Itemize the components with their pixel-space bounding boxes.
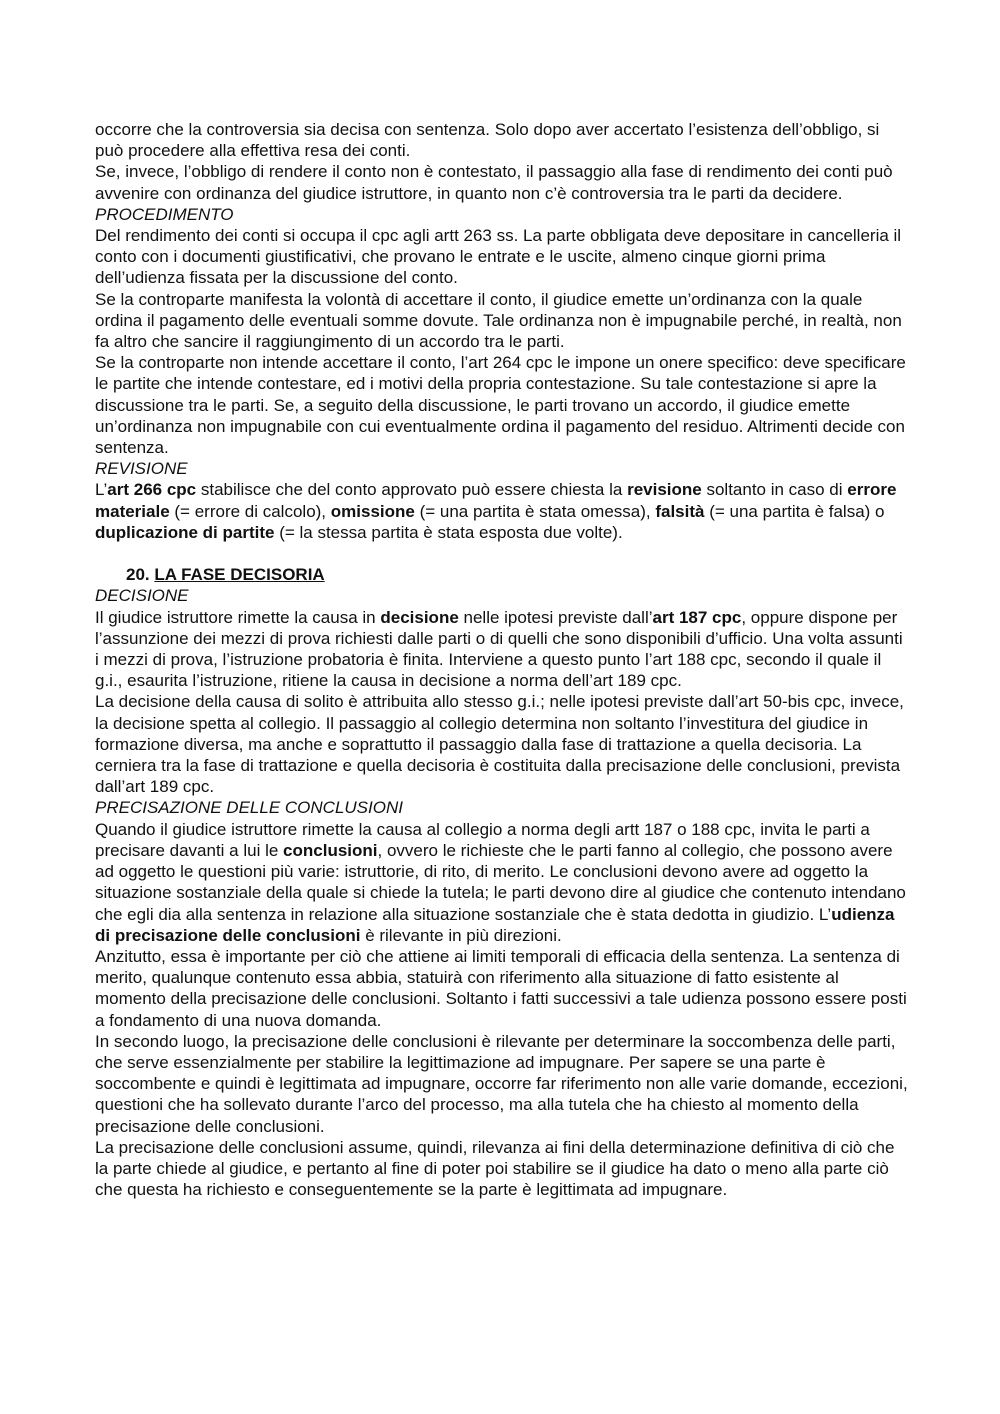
subheading-procedimento: PROCEDIMENTO (95, 204, 234, 224)
section-title-text: LA FASE DECISORIA (154, 565, 325, 585)
text-run: , oppure dispone per l’assunzione dei mezzi di prova richiesti dalle parti o di quelli che sono disponibili d’ufficio. Una volta assunti i mezzi di prova, l’istruzione probatoria è finita. Interviene a questo punto l’art 188 cpc, secondo il quale il g.i., esaurita l’istruzione, ritiene la causa in decisione a norma dell’art 189 cpc. (95, 607, 903, 691)
subheading-decisione: DECISIONE (95, 586, 189, 606)
paragraph: La precisazione delle conclusioni assume, quindi, rilevanza ai fini della determinazione definitiva di ciò che la parte chiede al giudice, e pertanto al fine di poter poi stabilire se il giudice ha dato o meno alla parte ciò che questa ha richiesto e conseguentemente se la parte è legittimata ad impugnare. (95, 1137, 895, 1200)
bold-term: falsità (655, 501, 705, 521)
text-run: (= una partita è falsa) o (704, 501, 885, 521)
paragraph: occorre che la controversia sia decisa con sentenza. Solo dopo aver accertato l’esistenza dell’obbligo, si può procedere alla effettiva resa dei conti. (95, 120, 880, 161)
bold-term: omissione (330, 501, 415, 521)
bold-term: conclusioni (283, 840, 378, 860)
paragraph: Se, invece, l’obbligo di rendere il conto non è contestato, il passaggio alla fase di rendimento dei conti può avvenire con ordinanza del giudice istruttore, in quanto non c’è controversia tra le parti da decidere. (95, 162, 893, 203)
paragraph-revisione (95, 479, 910, 543)
paragraph: La decisione della causa di solito è attribuita allo stesso g.i.; nelle ipotesi previste dall’art 50-bis cpc, invece, la decisione spetta al collegio. Il passaggio al collegio determina non soltanto l’investitura del giudice in formazione diversa, ma anche e soprattutto il passaggio dalla fase di trattazione a quella decisoria. La cerniera tra la fase di trattazione e quella decisoria è costituita dalla precisazione delle conclusioni, prevista dall’art 189 cpc. (95, 692, 904, 797)
text-run: stabilisce che del conto approvato può essere chiesta la (196, 480, 628, 500)
section-number: 20. (126, 565, 155, 585)
text-run: (= errore di calcolo), (169, 501, 331, 521)
bold-term: art 266 cpc (107, 480, 197, 500)
text-run: , ovvero le richieste che le parti fanno al collegio, che possono avere ad oggetto le questioni più varie: istruttorie, di rito, di merito. Le conclusioni devono avere ad oggetto la situazione sostanziale della quale si chiede la tutela; le parti devono dire al giudice che contenuto intendano che egli dia alla sentenza in relazione alla situazione sostanziale che è stata dedotta in giudizio. L’ (95, 840, 906, 924)
document-page (95, 119, 910, 1200)
paragraph-precisazione (95, 819, 910, 946)
paragraph: Del rendimento dei conti si occupa il cpc agli artt 263 ss. La parte obbligata deve depositare in cancelleria il conto con i documenti giustificativi, che provano le entrate e le uscite, almeno cinque giorni prima dell’udienza fissata per la discussione del conto. (95, 226, 902, 288)
bold-term: art 187 cpc (652, 607, 742, 627)
subheading-precisazione: PRECISAZIONE DELLE CONCLUSIONI (95, 798, 403, 818)
bold-term: revisione (627, 480, 702, 500)
text-run: (= la stessa partita è stata esposta due volte). (274, 522, 623, 542)
text-run: Quando il giudice istruttore rimette la causa al collegio a norma degli artt 187 o 188 cpc, invita le parti a precisare davanti a lui le (95, 819, 870, 860)
bold-term: udienza di precisazione delle conclusioni (95, 904, 895, 945)
blank-line (95, 543, 910, 564)
text-run: Il giudice istruttore rimette la causa in (95, 607, 381, 627)
subheading-revisione: REVISIONE (95, 459, 188, 479)
text-run: soltanto in caso di (701, 480, 848, 500)
text-run: L’ (95, 480, 108, 500)
paragraph: In secondo luogo, la precisazione delle conclusioni è rilevante per determinare la soccombenza delle parti, che serve essenzialmente per stabilire la legittimazione ad impugnare. Per sapere se una parte è soccombente e quindi è legittimata ad impugnare, occorre far riferimento non alle varie domande, eccezioni, questioni che ha sollevato durante l’arco del processo, ma alla tutela che ha chiesto al momento della precisazione delle conclusioni. (95, 1031, 908, 1136)
text-run: (= una partita è stata omessa), (414, 501, 656, 521)
paragraph: Anzitutto, essa è importante per ciò che attiene ai limiti temporali di efficacia della sentenza. La sentenza di merito, qualunque contenuto essa abbia, statuirà con riferimento alla situazione di fatto esistente al momento della precisazione delle conclusioni. Soltanto i fatti successivi a tale udienza possono essere posti a fondamento di una nuova domanda. (95, 946, 907, 1030)
bold-term: duplicazione di partite (95, 522, 275, 542)
paragraph-decisione (95, 607, 910, 692)
text-run: nelle ipotesi previste dall’ (458, 607, 653, 627)
paragraph: Se la controparte non intende accettare il conto, l’art 264 cpc le impone un onere specifico: deve specificare le partite che intende contestare, ed i motivi della propria contestazione. Su tale contestazione si apre la discussione tra le parti. Se, a seguito della discussione, le parti trovano un accordo, il giudice emette un’ordinanza non impugnabile con cui eventualmente ordina il pagamento del residuo. Altrimenti decide con sentenza. (95, 353, 906, 458)
text-run: è rilevante in più direzioni. (360, 925, 562, 945)
bold-term: decisione (380, 607, 459, 627)
section-title (95, 564, 910, 585)
bold-term: errore materiale (95, 480, 897, 521)
paragraph: Se la controparte manifesta la volontà di accettare il conto, il giudice emette un’ordinanza con la quale ordina il pagamento delle eventuali somme dovute. Tale ordinanza non è impugnabile perché, in realtà, non fa altro che sancire il raggiungimento di un accordo tra le parti. (95, 289, 902, 352)
